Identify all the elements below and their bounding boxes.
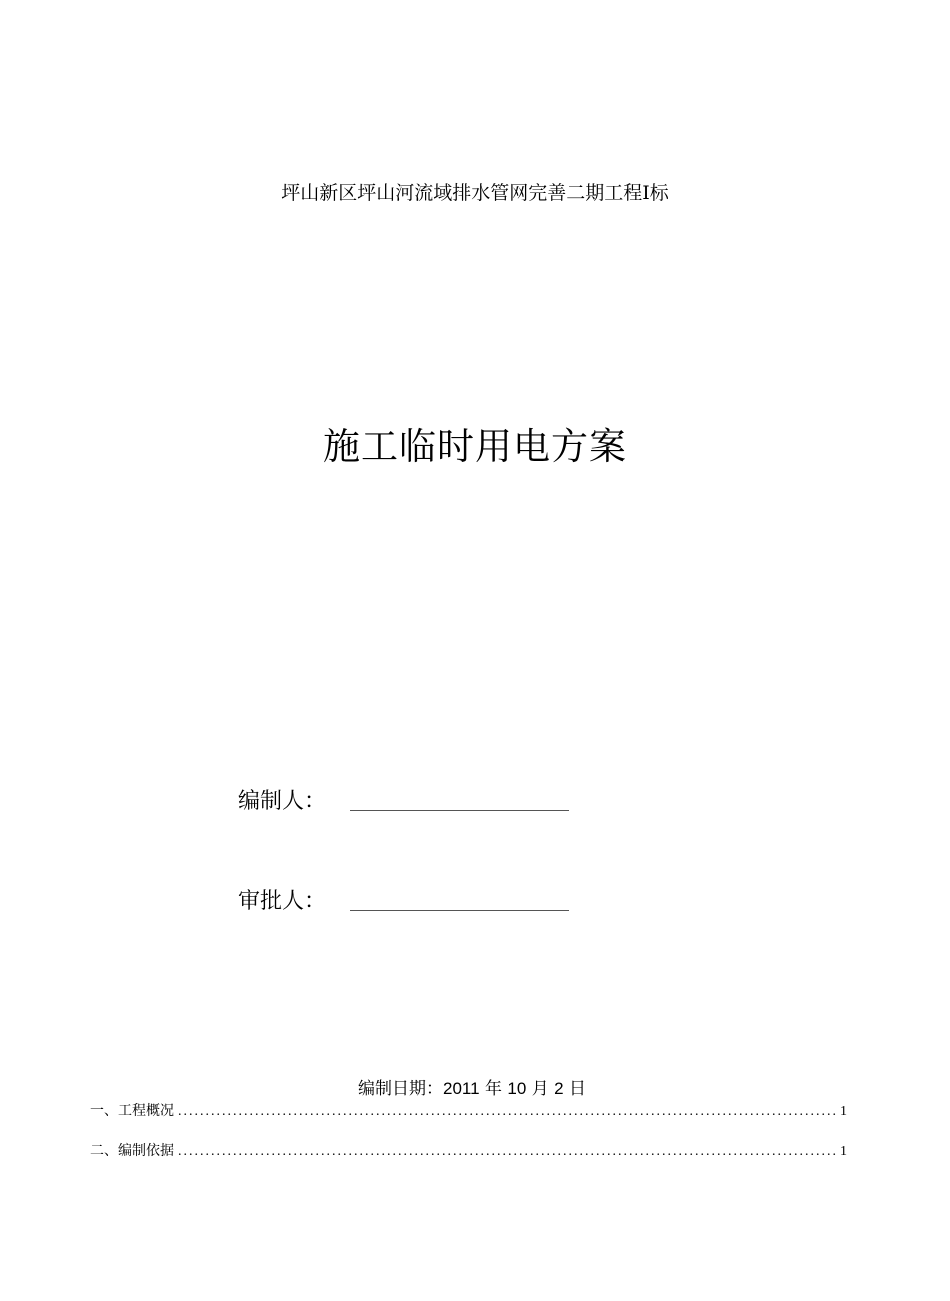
approver-signature-row: [238, 884, 569, 914]
compile-date: [358, 1074, 586, 1099]
date-month-unit: 月: [531, 1079, 549, 1099]
date-year: 2011: [443, 1079, 480, 1098]
date-prefix: 编制日期：: [358, 1079, 443, 1099]
date-year-unit: 年: [484, 1079, 502, 1099]
toc-dot-leader: ........................................................................................................................: [178, 1104, 838, 1119]
date-day: 2: [554, 1079, 564, 1098]
toc-entry[interactable]: [90, 1140, 847, 1160]
toc-entry-page: 1: [840, 1104, 847, 1119]
toc-entry-page: 1: [840, 1144, 847, 1159]
editor-signature-line: [350, 810, 569, 811]
toc-entry-title: 二、编制依据: [90, 1143, 174, 1159]
editor-signature-row: [238, 784, 569, 814]
date-month: 10: [507, 1079, 527, 1098]
toc-entry[interactable]: [90, 1100, 847, 1120]
date-day-unit: 日: [568, 1079, 586, 1099]
toc-entry-title: 一、工程概况: [90, 1103, 174, 1119]
project-title: 坪山新区坪山河流域排水管网完善二期工程Ⅰ标: [281, 182, 669, 204]
toc-dot-leader: ........................................................................................................................: [178, 1144, 838, 1159]
document-title: 施工临时用电方案: [323, 425, 627, 468]
approver-label: 审批人：: [238, 889, 327, 914]
editor-label: 编制人：: [238, 789, 327, 814]
approver-signature-line: [350, 910, 569, 911]
